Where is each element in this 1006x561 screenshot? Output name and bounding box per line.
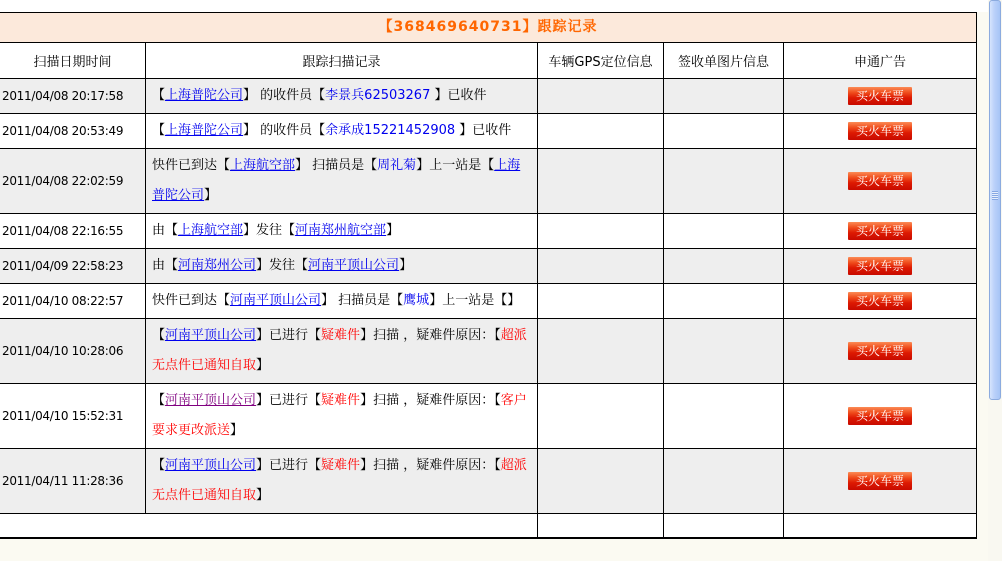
vehicle-gps-cell xyxy=(538,214,664,249)
company-link[interactable]: 河南平顶山公司 xyxy=(165,458,257,473)
vehicle-gps-cell xyxy=(538,449,664,514)
table-header-row xyxy=(0,43,977,79)
tracking-row xyxy=(0,114,977,149)
record-text: 】已收件 xyxy=(459,123,512,138)
scan-datetime-cell: 2011/04/11 11:28:36 xyxy=(0,449,146,514)
buy-train-ticket-button[interactable]: 买火车票 xyxy=(848,257,912,275)
record-text: 快件已到达【 xyxy=(152,293,231,308)
record-text: 】 的收件员【 xyxy=(243,123,326,138)
ad-cell xyxy=(784,284,977,319)
ad-cell xyxy=(784,114,977,149)
scan-datetime-cell xyxy=(0,514,538,538)
tracking-record-cell xyxy=(146,214,538,249)
ad-cell xyxy=(784,149,977,214)
record-text: 】 xyxy=(256,488,270,503)
scan-datetime-cell: 2011/04/10 08:22:57 xyxy=(0,284,146,319)
scan-datetime-cell: 2011/04/10 15:52:31 xyxy=(0,384,146,449)
record-text: 】发往【 xyxy=(256,258,309,273)
buy-train-ticket-button[interactable]: 买火车票 xyxy=(848,122,912,140)
exception-reason-text: 疑难件 xyxy=(321,393,361,408)
vehicle-gps-cell xyxy=(538,384,664,449)
buy-train-ticket-button[interactable]: 买火车票 xyxy=(848,222,912,240)
page-right-edge xyxy=(1002,0,1006,561)
record-text: 】 xyxy=(399,258,413,273)
column-header-receipt-image: 签收单图片信息 xyxy=(664,43,784,79)
vehicle-gps-cell xyxy=(538,149,664,214)
record-text: 】已进行【 xyxy=(256,393,322,408)
receipt-image-cell xyxy=(664,384,784,449)
scan-datetime-cell: 2011/04/08 20:17:58 xyxy=(0,79,146,114)
tracking-record-cell xyxy=(146,79,538,114)
column-header-scan-datetime: 扫描日期时间 xyxy=(0,43,146,79)
scrollbar-grip-icon xyxy=(992,191,998,200)
tracking-table xyxy=(0,42,977,539)
record-text: 由【 xyxy=(152,258,179,273)
company-link[interactable]: 上海普陀公司 xyxy=(165,123,244,138)
record-text: 】扫描 ，疑难件原因：【 xyxy=(360,393,501,408)
company-link[interactable]: 河南平顶山公司 xyxy=(230,293,322,308)
ad-cell xyxy=(784,319,977,384)
scan-datetime-cell: 2011/04/09 22:58:23 xyxy=(0,249,146,284)
receipt-image-cell xyxy=(664,149,784,214)
record-text: 】 xyxy=(256,358,270,373)
tracking-record-cell xyxy=(146,249,538,284)
record-text: 】 扫描员是【 xyxy=(321,293,404,308)
tracking-row xyxy=(0,384,977,449)
receipt-image-cell xyxy=(664,449,784,514)
receipt-image-cell xyxy=(664,319,784,384)
vertical-scrollbar[interactable] xyxy=(988,0,1002,561)
tracking-row xyxy=(0,214,977,249)
scan-datetime-cell: 2011/04/08 22:16:55 xyxy=(0,214,146,249)
ad-cell xyxy=(784,514,977,538)
ad-cell xyxy=(784,249,977,284)
buy-train-ticket-button[interactable]: 买火车票 xyxy=(848,87,912,105)
buy-train-ticket-button[interactable]: 买火车票 xyxy=(848,407,912,425)
receipt-image-cell xyxy=(664,249,784,284)
company-link-visited[interactable]: 河南平顶山公司 xyxy=(165,393,257,408)
company-link[interactable]: 上海普陀公司 xyxy=(152,158,521,203)
tracking-record-cell xyxy=(146,114,538,149)
receipt-image-cell xyxy=(664,79,784,114)
record-text: 【 xyxy=(152,88,166,103)
record-text: 】已收件 xyxy=(434,88,487,103)
column-header-sto-ad: 申通广告 xyxy=(784,43,977,79)
record-text: 【 xyxy=(152,328,166,343)
vehicle-gps-cell xyxy=(538,114,664,149)
tracking-record-cell xyxy=(146,149,538,214)
company-link[interactable]: 河南平顶山公司 xyxy=(165,328,257,343)
buy-train-ticket-button[interactable]: 买火车票 xyxy=(848,472,912,490)
record-text: 】 xyxy=(230,423,244,438)
company-link[interactable]: 河南平顶山公司 xyxy=(308,258,400,273)
company-link[interactable]: 上海航空部 xyxy=(230,158,296,173)
column-header-tracking-record: 跟踪扫描记录 xyxy=(146,43,538,79)
record-text: 】上一站是【】 xyxy=(429,293,521,308)
ad-cell xyxy=(784,79,977,114)
exception-reason-text: 客户要求更改派送 xyxy=(152,393,527,438)
receipt-image-cell xyxy=(664,214,784,249)
tracking-row xyxy=(0,319,977,384)
tracking-row xyxy=(0,449,977,514)
ad-cell xyxy=(784,384,977,449)
person-name-text: 余承成15221452908 xyxy=(325,123,460,138)
vehicle-gps-cell xyxy=(538,514,664,538)
tracking-record-cell xyxy=(146,319,538,384)
record-text: 【 xyxy=(152,458,166,473)
scan-datetime-cell: 2011/04/08 20:53:49 xyxy=(0,114,146,149)
record-text: 】 扫描员是【 xyxy=(295,158,378,173)
tracking-record-cell xyxy=(146,384,538,449)
receipt-image-cell xyxy=(664,514,784,538)
tracking-record-cell xyxy=(146,284,538,319)
exception-reason-text: 疑难件 xyxy=(321,458,361,473)
tracking-page xyxy=(0,12,977,539)
receipt-image-cell xyxy=(664,114,784,149)
scrollbar-thumb[interactable] xyxy=(989,0,1001,400)
exception-reason-text: 超派无点件已通知自取 xyxy=(152,328,527,373)
vehicle-gps-cell xyxy=(538,249,664,284)
receipt-image-cell xyxy=(664,284,784,319)
buy-train-ticket-button[interactable]: 买火车票 xyxy=(848,342,912,360)
tracking-record-cell xyxy=(146,449,538,514)
tracking-row xyxy=(0,79,977,114)
person-name-text: 鹰城 xyxy=(403,293,430,308)
person-name-text: 李景兵62503267 xyxy=(325,88,435,103)
scan-datetime-cell: 2011/04/08 22:02:59 xyxy=(0,149,146,214)
column-header-vehicle-gps: 车辆GPS定位信息 xyxy=(538,43,664,79)
buy-train-ticket-button[interactable]: 买火车票 xyxy=(848,292,912,310)
record-text: 】上一站是【 xyxy=(416,158,495,173)
record-text: 【 xyxy=(152,123,166,138)
record-text: 由【 xyxy=(152,223,179,238)
record-text: 】 的收件员【 xyxy=(243,88,326,103)
person-name-text: 周礼菊 xyxy=(377,158,417,173)
vehicle-gps-cell xyxy=(538,319,664,384)
record-text: 快件已到达【 xyxy=(152,158,231,173)
exception-reason-text: 疑难件 xyxy=(321,328,361,343)
company-link[interactable]: 上海航空部 xyxy=(178,223,244,238)
record-text: 】扫描 ，疑难件原因：【 xyxy=(360,328,501,343)
vehicle-gps-cell xyxy=(538,79,664,114)
record-text: 】发往【 xyxy=(243,223,296,238)
record-text: 】扫描 ，疑难件原因：【 xyxy=(360,458,501,473)
company-link[interactable]: 河南郑州航空部 xyxy=(295,223,387,238)
page-title: 【368469640731】跟踪记录 xyxy=(0,12,977,43)
record-text: 【 xyxy=(152,393,166,408)
tracking-row xyxy=(0,249,977,284)
tracking-row xyxy=(0,284,977,319)
record-text: 】 xyxy=(386,223,400,238)
company-link[interactable]: 河南郑州公司 xyxy=(178,258,257,273)
record-text: 】已进行【 xyxy=(256,458,322,473)
empty-row xyxy=(0,514,977,538)
buy-train-ticket-button[interactable]: 买火车票 xyxy=(848,172,912,190)
page-top-margin xyxy=(0,0,1006,12)
tracking-row xyxy=(0,149,977,214)
ad-cell xyxy=(784,449,977,514)
ad-cell xyxy=(784,214,977,249)
vehicle-gps-cell xyxy=(538,284,664,319)
record-text: 】已进行【 xyxy=(256,328,322,343)
exception-reason-text: 超派无点件已通知自取 xyxy=(152,458,527,503)
record-text: 】 xyxy=(204,188,218,203)
company-link[interactable]: 上海普陀公司 xyxy=(165,88,244,103)
scan-datetime-cell: 2011/04/10 10:28:06 xyxy=(0,319,146,384)
